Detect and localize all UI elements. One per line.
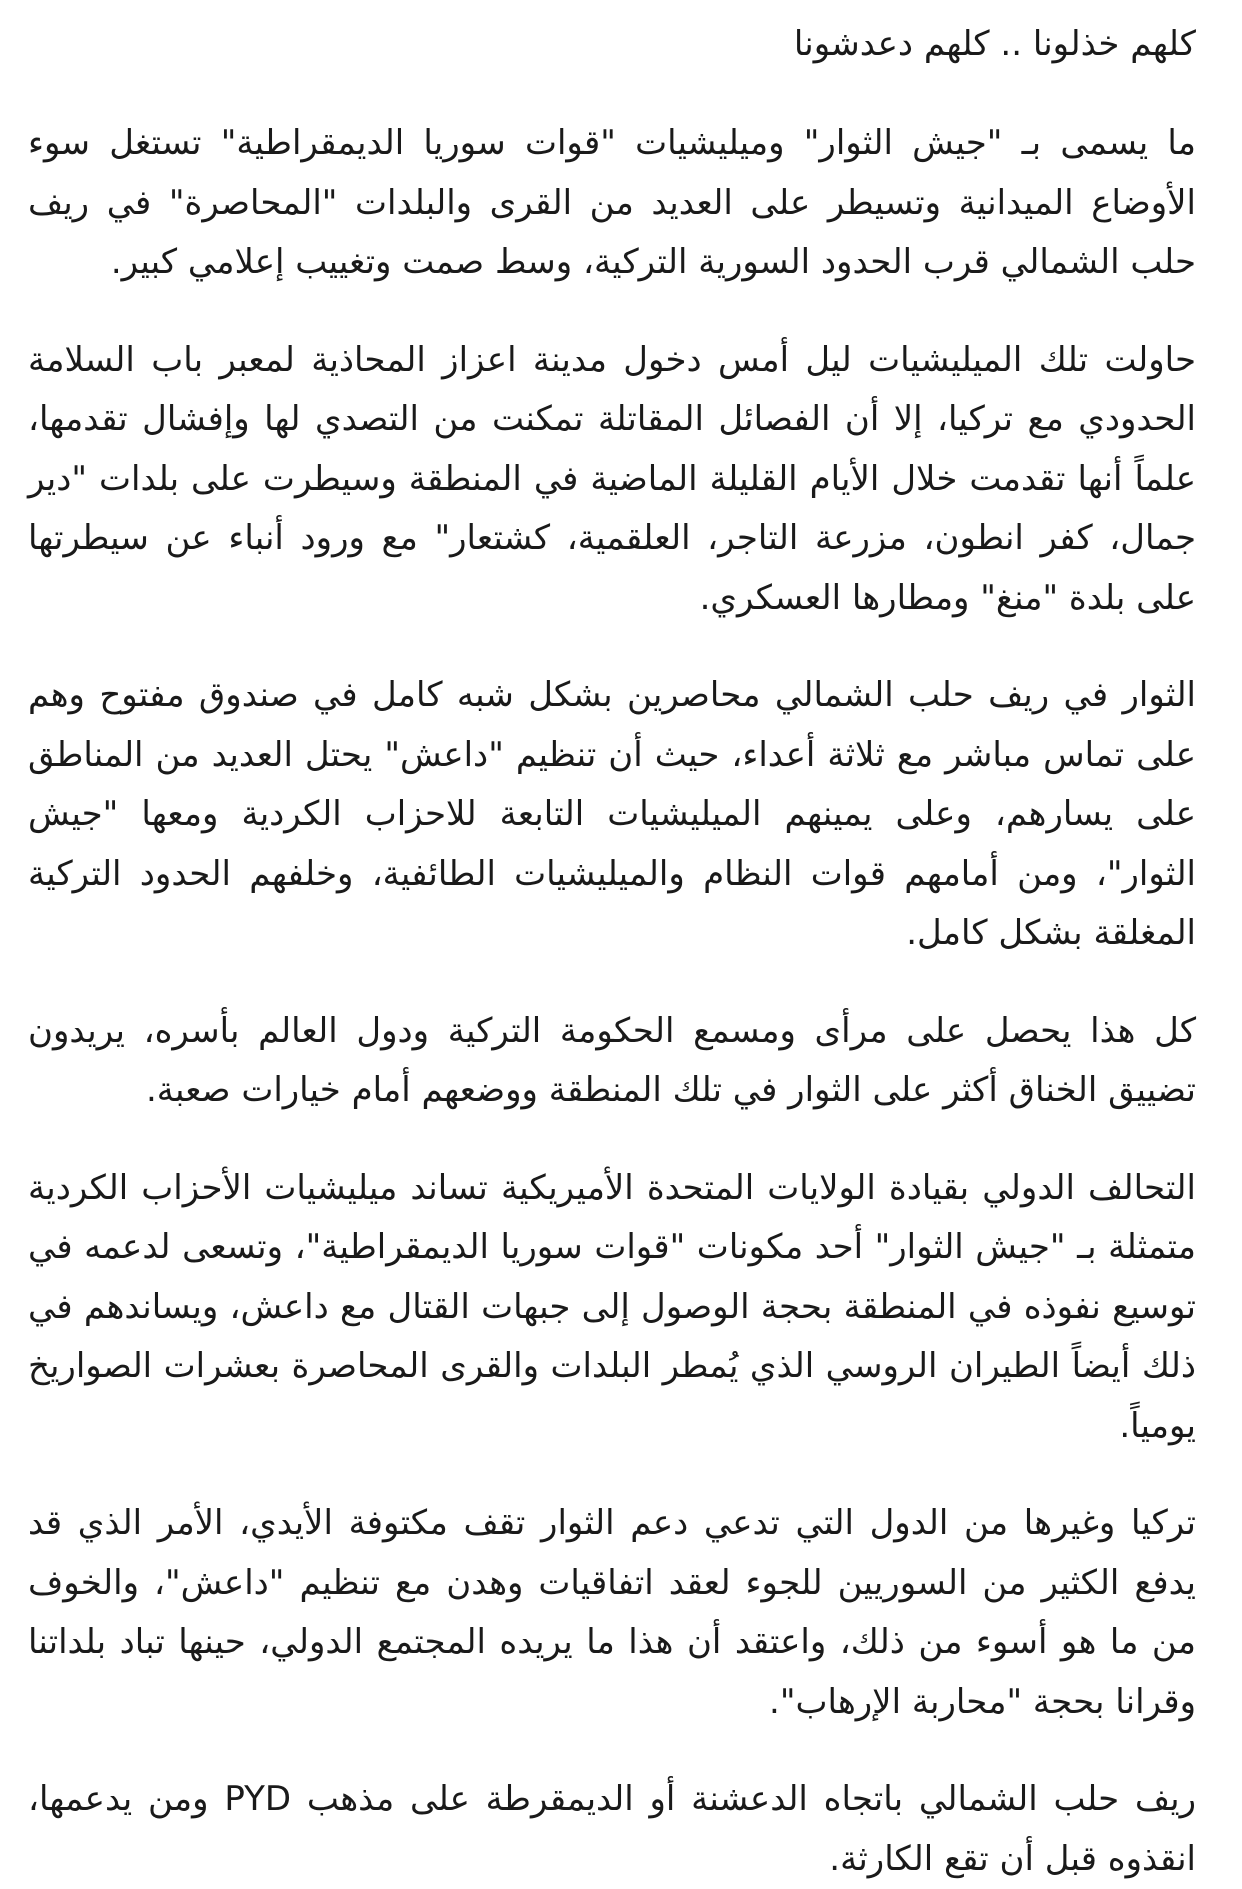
paragraph-5: التحالف الدولي بقيادة الولايات المتحدة الأميريكية تساند ميليشيات الأحزاب الكردية متمثلة بـ "جيش الثوار" أحد مكونات "قوات سوريا الديمقراطية"، وتسعى لدعمه في توسيع نفوذه في المنطقة بحجة الوصول إلى جبهات القتال مع داعش، ويساندهم في ذلك أيضاً الطيران الروسي الذي يُمطر البلدات والقرى المحاصرة بعشرات الصواريخ يومياً. <box>28 1167 1196 1446</box>
paragraph-2: حاولت تلك الميليشيات ليل أمس دخول مدينة اعزاز المحاذية لمعبر باب السلامة الحدودي مع تركيا، إلا أن الفصائل المقاتلة تمكنت من التصدي لها وإفشال تقدمها، علماً أنها تقدمت خلال الأيام القليلة الماضية في المنطقة وسيطرت على بلدات "دير جمال، كفر انطون، مزرعة التاجر، العلقمية، كشتعار" مع ورود أنباء عن سيطرتها على بلدة "منغ" ومطارها العسكري. <box>28 339 1196 618</box>
article-title: كلهم خذلونا .. كلهم دعدشونا <box>793 24 1196 64</box>
paragraph-4: كل هذا يحصل على مرأى ومسمع الحكومة التركية ودول العالم بأسره، يريدون تضييق الخناق أكثر على الثوار في تلك المنطقة ووضعهم أمام خيارات صعبة. <box>28 1010 1196 1110</box>
paragraph-1: ما يسمى بـ "جيش الثوار" وميليشيات "قوات سوريا الديمقراطية" تستغل سوء الأوضاع الميدانية وتسيطر على العديد من القرى والبلدات "المحاصرة" في ريف حلب الشمالي قرب الحدود السورية التركية، وسط صمت وتغييب إعلامي كبير. <box>28 123 1196 282</box>
paragraph-6: تركيا وغيرها من الدول التي تدعي دعم الثوار تقف مكتوفة الأيدي، الأمر الذي قد يدفع الكثير من السوريين للجوء لعقد اتفاقيات وهدن مع تنظيم "داعش"، والخوف من ما هو أسوء من ذلك، واعتقد أن هذا ما يريده المجتمع الدولي، حينها تباد بلداتنا وقرانا بحجة "محاربة الإرهاب". <box>28 1503 1196 1722</box>
paragraph-3: الثوار في ريف حلب الشمالي محاصرين بشكل شبه كامل في صندوق مفتوح وهم على تماس مباشر مع ثلاثة أعداء، حيث أن تنظيم "داعش" يحتل العديد من المناطق على يسارهم، وعلى يمينهم الميليشيات التابعة للاحزاب الكردية ومعها "جيش الثوار"، ومن أمامهم قوات النظام والميليشيات الطائفية، وخلفهم الحدود التركية المغلقة بشكل كامل. <box>28 675 1196 953</box>
paragraph-7: ريف حلب الشمالي باتجاه الدعشنة أو الديمقرطة على مذهب PYD ومن يدعمها، انقذوه قبل أن تقع الكارثة. <box>28 1779 1196 1879</box>
